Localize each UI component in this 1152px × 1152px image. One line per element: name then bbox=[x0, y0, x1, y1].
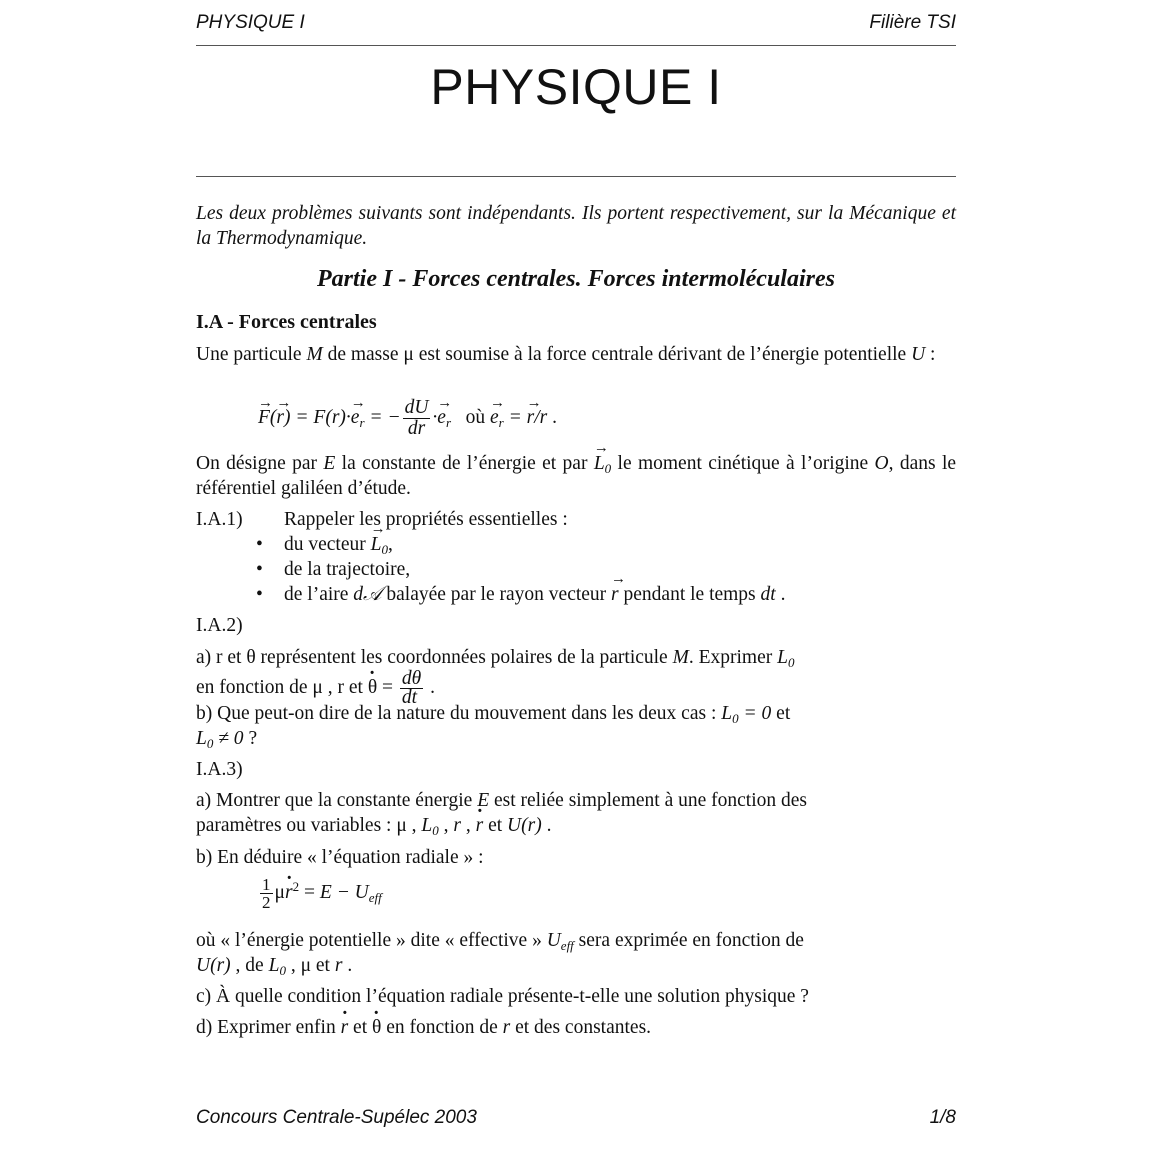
exam-page bbox=[196, 0, 956, 1152]
question-IA1: I.A.1) Rappeler les propriétés essentielles : bbox=[196, 509, 568, 530]
list-item: • de la trajectoire, bbox=[256, 559, 411, 580]
question-IA3-a: a) Montrer que la constante énergie E est reliée simplement à une fonction des paramètres ou variables : μ , $L_0$ , r , r · et U(r) . bbox=[196, 788, 956, 838]
intro-paragraph: Les deux problèmes suivants sont indépendants. Ils portent respectivement, sur la Mécanique et la Thermodynamique. bbox=[196, 203, 956, 249]
force-formula: → $F(\to r) = F(r)\cdot\to e_r$ = − $\frac{dU}{dr}$ ·→ $e_r$ où → $e_r$ = → r/r . bbox=[258, 398, 557, 439]
paragraph-energy-momentum: On désigne par E la constante de l’énergie et par → $L_0$ le moment cinétique à l’origine O, dans le référentiel galiléen d’étude. bbox=[196, 451, 956, 501]
list-item: • de l’aire d𝒜 balayée par le rayon vecteur → r pendant le temps dt . bbox=[256, 582, 785, 607]
page-header bbox=[196, 12, 956, 36]
page-footer bbox=[196, 1107, 956, 1131]
page-title: PHYSIQUE I bbox=[430, 59, 722, 115]
question-IA3-c: c) À quelle condition l’équation radiale présente-t-elle une solution physique ? bbox=[196, 986, 809, 1007]
footer-contest: Concours Centrale-Supélec 2003 bbox=[196, 1107, 477, 1128]
paragraph-particle: Une particule M de masse μ est soumise à la force centrale dérivant de l’énergie potentielle U : bbox=[196, 344, 936, 365]
paragraph-effective-potential: où « l’énergie potentielle » dite « effective » $U_{eff}$ sera exprimée en fonction de U(r) , de $L_0$ , μ et r . bbox=[196, 930, 804, 978]
page-number: 1/8 bbox=[929, 1107, 956, 1128]
radial-equation: $\frac{1}{2}$ $\mu r \cdot^2 = E - U_{eff}$ bbox=[258, 876, 382, 911]
question-IA3: I.A.3) bbox=[196, 759, 243, 780]
question-IA2-b: b) Que peut-on dire de la nature du mouvement dans les deux cas : $L_0 = 0$ et $L_0 \ne 0$ ? bbox=[196, 703, 791, 751]
question-IA3-d: d) Exprimer enfin r · et θ · en fonction de r et des constantes. bbox=[196, 1015, 956, 1040]
header-track: Filière TSI bbox=[869, 12, 956, 33]
section-heading-IA: I.A - Forces centrales bbox=[196, 311, 377, 333]
list-item: • du vecteur → $L_0$, bbox=[256, 532, 393, 557]
question-IA3-b: b) En déduire « l’équation radiale » : bbox=[196, 847, 484, 868]
part-title: Partie I - Forces centrales. Forces intermoléculaires bbox=[317, 266, 835, 292]
question-IA2: I.A.2) bbox=[196, 615, 243, 636]
question-IA2-a: a) r et θ représentent les coordonnées polaires de la particule M. Exprimer $L_0$ en fonction de μ , r et θ · = $\frac{d\theta}{dt}$ . bbox=[196, 645, 956, 707]
header-subject: PHYSIQUE I bbox=[196, 12, 305, 33]
header-rule bbox=[196, 45, 956, 46]
title-rule bbox=[196, 176, 956, 177]
